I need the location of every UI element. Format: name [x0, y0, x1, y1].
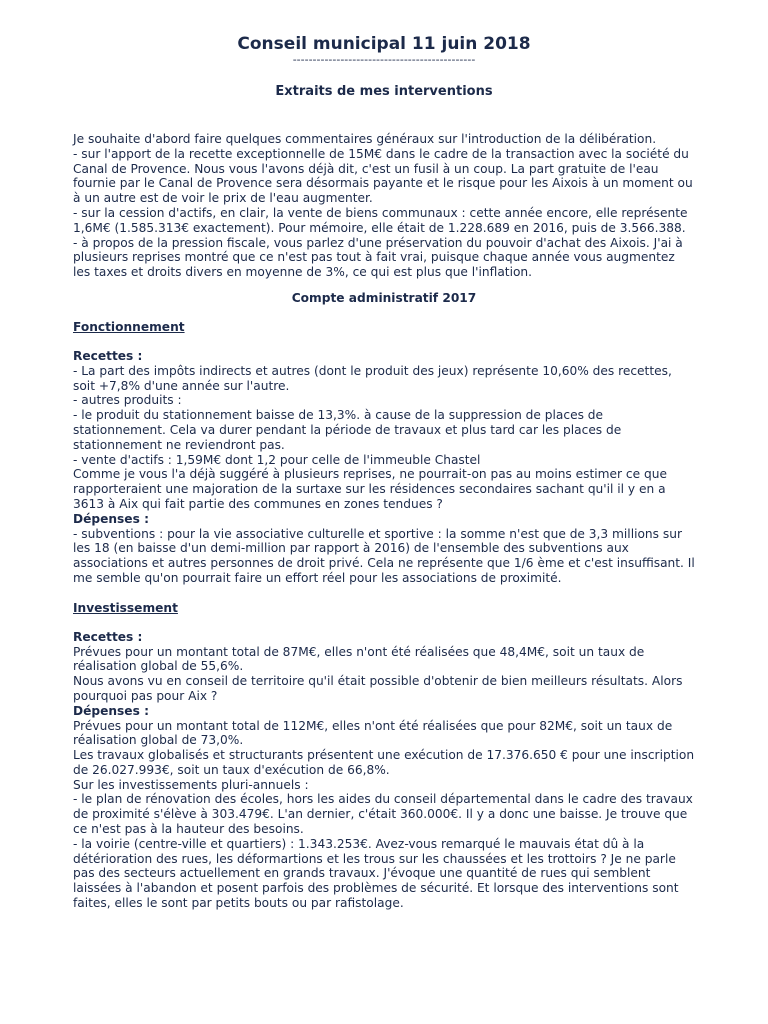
fonctionnement-section	[73, 320, 695, 586]
document-title: Conseil municipal 11 juin 2018	[237, 34, 531, 54]
recettes-item: Comme je vous l'a déjà suggéré à plusieurs reprises, ne pourrait-on pas au moins estimer ce que rapporteraient une majoration de la surtaxe sur les résidences secondaires sachant qu'il il y en a 3613 à Aix qui fait partie des communes en zones tendues ?	[73, 467, 667, 511]
fonctionnement-heading: Fonctionnement	[73, 319, 185, 334]
recettes-label: Recettes :	[73, 629, 143, 644]
depenses-item: Les travaux globalisés et structurants présentent une exécution de 17.376.650 € pour une inscription de 26.027.993€, soit un taux d'exécution de 66,8%.	[73, 748, 695, 777]
investissement-heading: Investissement	[73, 600, 178, 615]
recettes-item: - autres produits :	[73, 393, 182, 408]
recettes-label: Recettes :	[73, 348, 143, 363]
compte-administratif-title: Compte administratif 2017	[291, 290, 477, 305]
depenses-label: Dépenses :	[73, 511, 149, 526]
depenses-item: - subventions : pour la vie associative culturelle et sportive : la somme n'est que de 3,3 millions sur les 18 (en baisse d'un demi-million par rapport à 2016) de l'ensemble des subventions aux associations et autres personnes de droit privé. Cela ne représente que 1/6 ème et c'est insuffisant. Il me semble qu'on pourrait faire un effort réel pour les associations de proximité.	[73, 526, 695, 585]
intro-paragraph: - sur l'apport de la recette exceptionnelle de 15M€ dans le cadre de la transaction avec la société du Canal de Provence. Nous vous l'avons déjà dit, c'est un fusil à un coup. La part gratuite de l'eau fournie par le Canal de Provence sera désormais payante et le risque pour les Aixois à un moment ou à un autre est de voir le prix de l'eau augmenter.	[73, 146, 693, 206]
depenses-item: - le plan de rénovation des écoles, hors les aides du conseil départemental dans le cadre des travaux de proximité s'élève à 303.479€. L'an dernier, c'était 360.000€. Il y a donc une baisse. Je trouve que ce n'est pas à la hauteur des besoins.	[73, 792, 693, 837]
depenses-item: Prévues pour un montant total de 112M€, elles n'ont été réalisées que pour 82M€, soit un taux de réalisation global de 73,0%.	[73, 718, 673, 748]
recettes-item: Nous avons vu en conseil de territoire qu'il était possible d'obtenir de bien meilleurs résultats. Alors pourquoi pas pour Aix ?	[73, 674, 683, 703]
intro-paragraph: - à propos de la pression fiscale, vous parlez d'une préservation du pouvoir d'achat des Aixois. J'ai à plusieurs reprises montré que ce n'est pas tout à fait vrai, puisque chaque année vous augmentez les taxes et droits divers en moyenne de 3%, ce qui est plus que l'inflation.	[73, 235, 683, 280]
recettes-item: - La part des impôts indirects et autres (dont le produit des jeux) représente 10,60% des recettes, soit +7,8% d'une année sur l'autre.	[73, 363, 672, 393]
depenses-label: Dépenses :	[73, 703, 149, 718]
title-rule: ----------------------------------------------	[292, 54, 476, 66]
intro-paragraph: Je souhaite d'abord faire quelques commentaires généraux sur l'introduction de la délibération.	[73, 132, 657, 146]
recettes-item: - le produit du stationnement baisse de 13,3%. à cause de la suppression de places de stationnement. Cela va durer pendant la période de travaux et plus tard car les places de stationnement ne reviendront pas.	[73, 408, 622, 452]
recettes-item: - vente d'actifs : 1,59M€ dont 1,2 pour celle de l'immeuble Chastel	[73, 452, 481, 467]
recettes-item: Prévues pour un montant total de 87M€, elles n'ont été réalisées que 48,4M€, soit un taux de réalisation global de 55,6%.	[73, 644, 645, 674]
intro-section	[73, 132, 695, 280]
intro-paragraph: - sur la cession d'actifs, en clair, la vente de biens communaux : cette année encore, elle représente 1,6M€ (1.585.313€ exactement). Pour mémoire, elle était de 1.228.689 en 2016, puis de 3.566.388.	[73, 205, 688, 235]
investissement-section	[73, 601, 695, 911]
document-subtitle: Extraits de mes interventions	[275, 84, 493, 99]
depenses-item: Sur les investissements pluri-annuels :	[73, 777, 309, 792]
depenses-item: - la voirie (centre-ville et quartiers) : 1.343.253€. Avez-vous remarqué le mauvais état dû à la détérioration des rues, les déformartions et les trous sur les chaussées et les trottoirs ? Je ne parle pas des secteurs actuellement en grands travaux. J'évoque une quantité de rues qui semblent laissées à l'abandon et posent parfois des problèmes de sécurité. Et lorsque des interventions sont faites, elles le sont par petits bouts ou par rafistolage.	[73, 836, 679, 911]
